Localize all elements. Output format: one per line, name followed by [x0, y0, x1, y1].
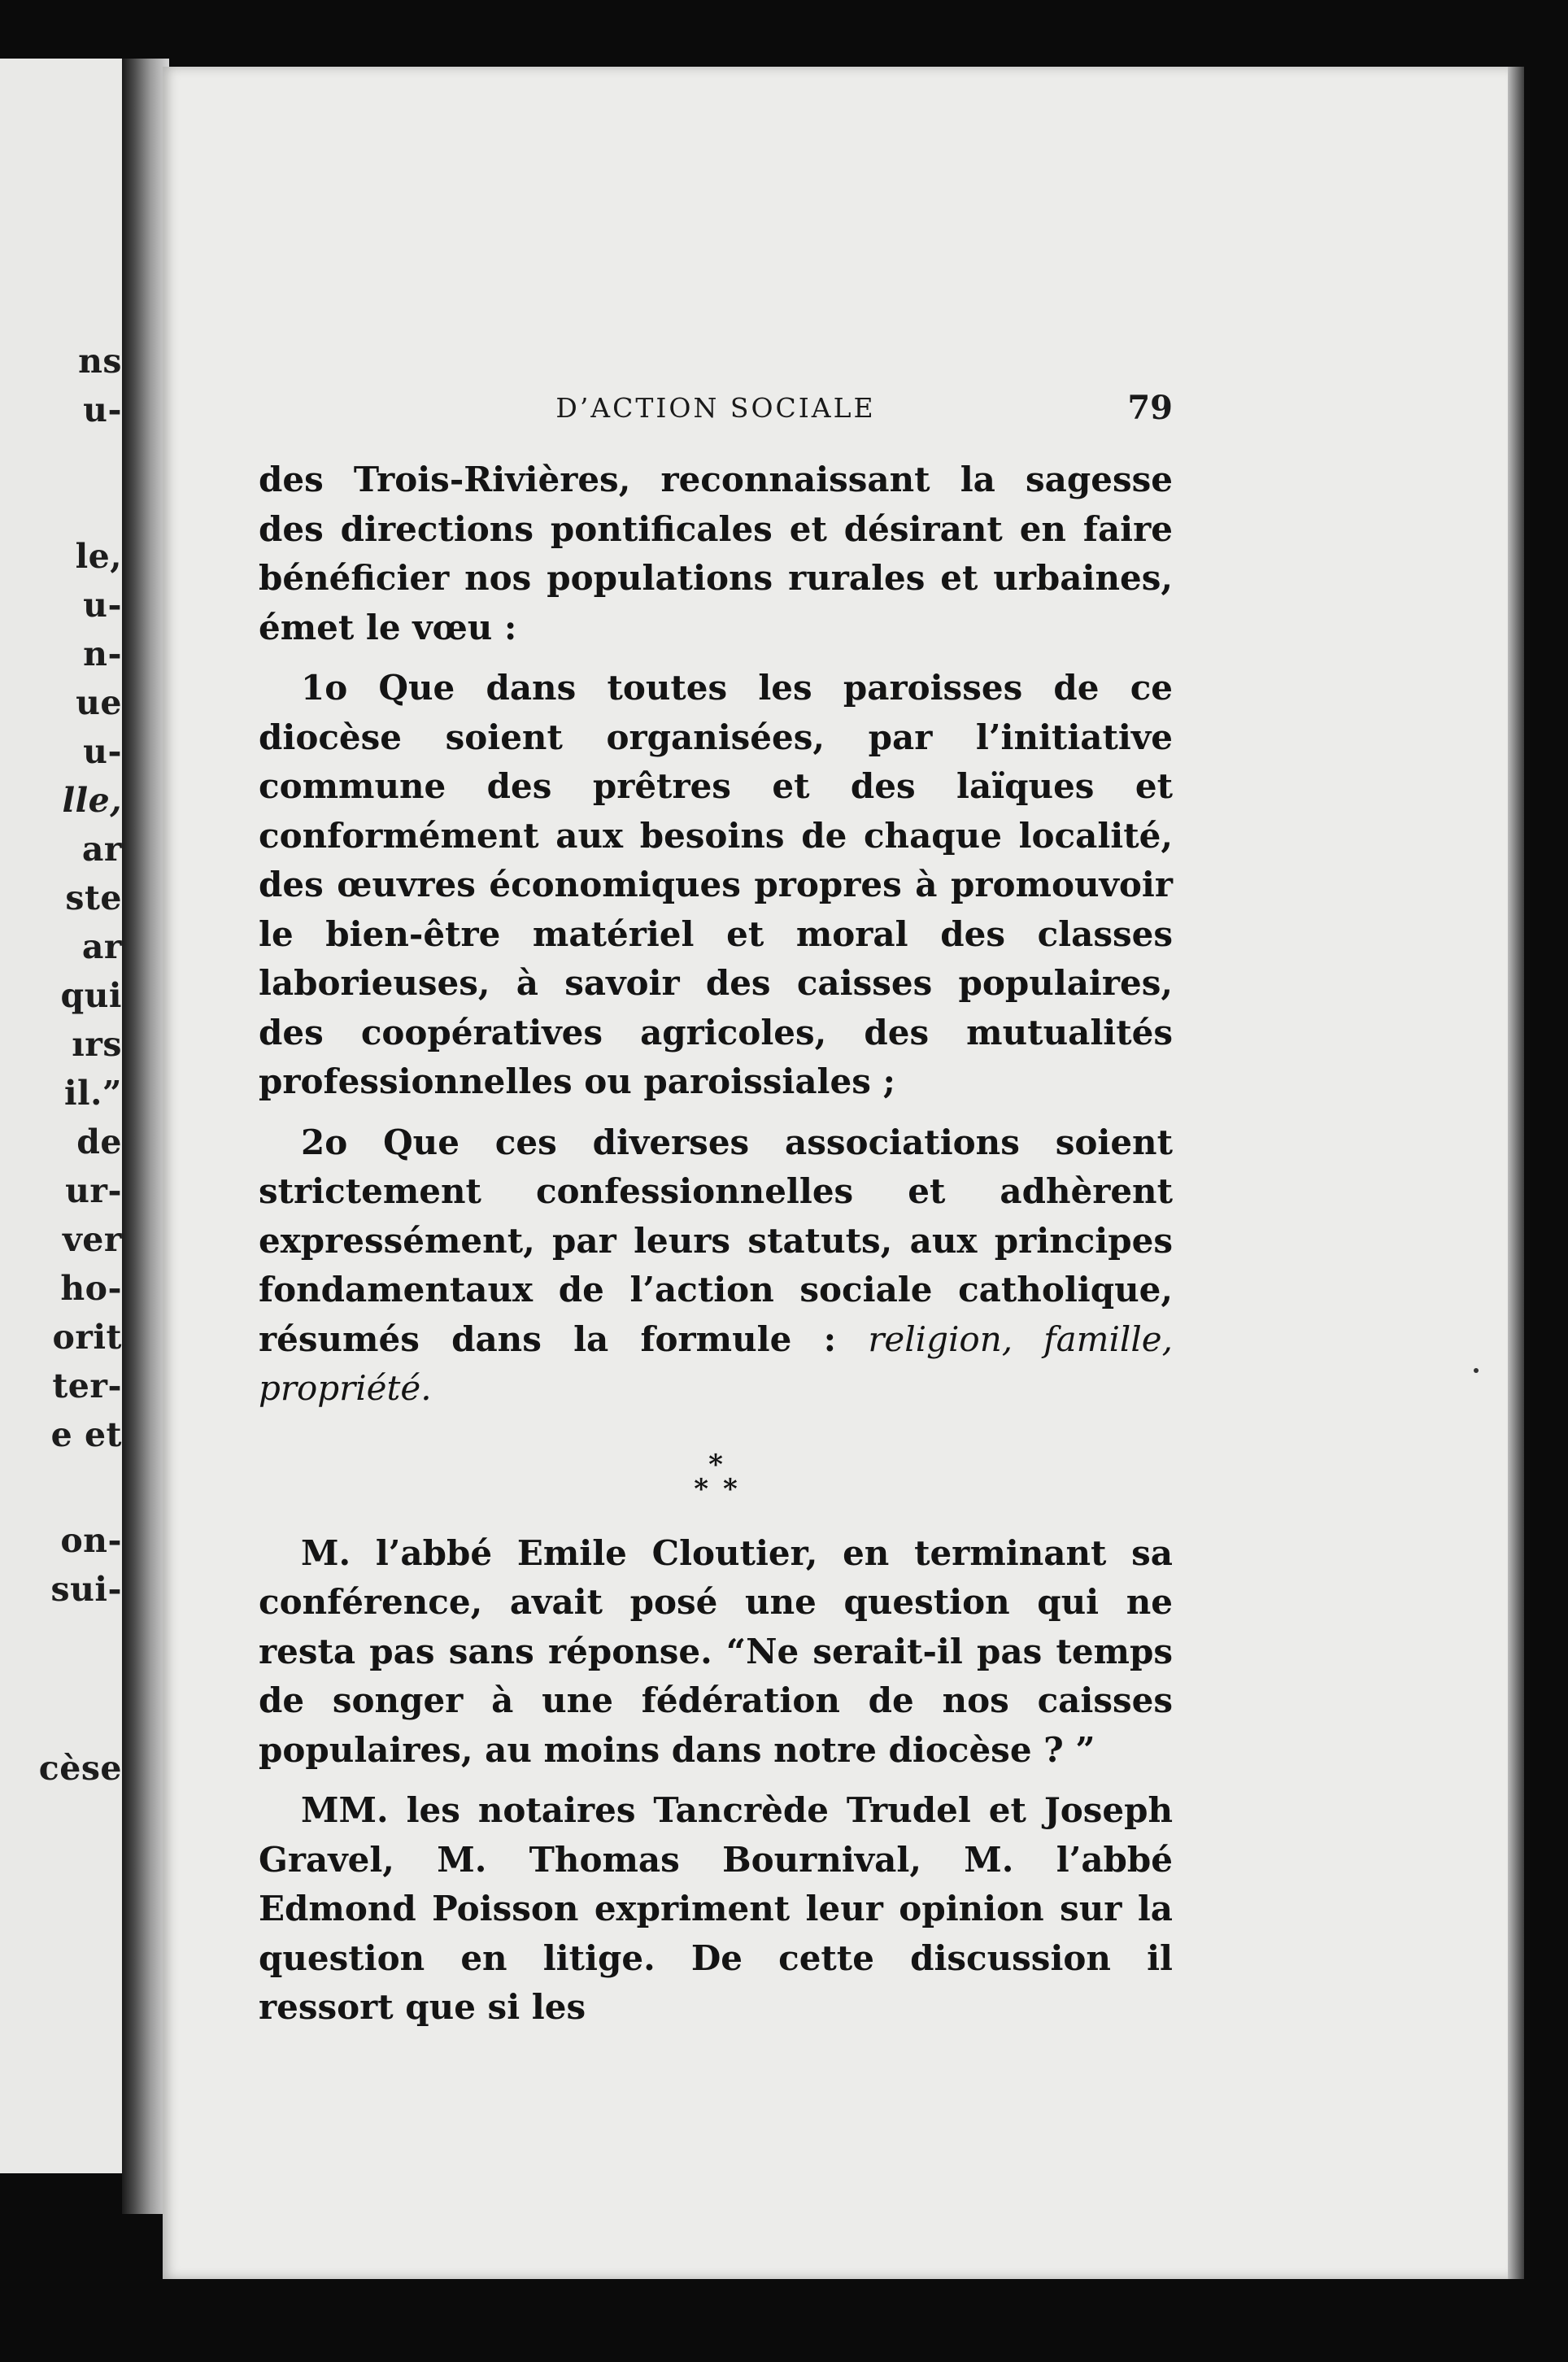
left-fragment-line: e et [50, 1415, 122, 1454]
left-fragment-line: le, [75, 537, 122, 576]
asterism-bottom: ** [694, 1472, 752, 1506]
left-page-fragment [0, 59, 122, 2173]
page-body [259, 455, 1173, 2044]
left-fragment-line: ar [81, 830, 122, 869]
asterism-top: * [708, 1448, 723, 1481]
left-fragment-line: lle, [62, 781, 122, 820]
paragraph-3 [259, 1118, 1173, 1414]
left-fragment-line: ur- [65, 1171, 122, 1210]
left-fragment-line: ar [81, 927, 122, 966]
scan-speck [1474, 1368, 1479, 1373]
left-fragment-line: sui- [50, 1570, 122, 1609]
paragraph-3-text: 2o Que ces diverses associations soient strictement confessionnelles et adhèrent expressément, par leurs statuts, aux principes fondamentaux de l’action sociale catholique, résumés dans la formule : [259, 1122, 1173, 1359]
left-fragment-line: u- [83, 732, 122, 771]
left-fragment-line: cèse [38, 1749, 122, 1788]
left-fragment-line: ns [78, 342, 122, 381]
left-fragment-line: on- [60, 1521, 122, 1560]
paragraph-3-italic-formula: religion, famille, propriété. [259, 1318, 1173, 1408]
left-fragment-line: ırs [72, 1025, 122, 1064]
page-edge [1508, 67, 1524, 2279]
left-fragment-line: il.” [63, 1074, 122, 1113]
left-fragment-line: n- [83, 634, 122, 673]
asterism [259, 1448, 1173, 1506]
paragraph-2: 1o Que dans toutes les paroisses de ce diocèse soient organisées, par l’initiative commune des prêtres et des laïques et conformément aux besoins de chaque localité, des œuvres économiques propres à promouvoir le bien-être matériel et moral des classes laborieuses, à savoir des caisses populaires, des coopératives agricoles, des mutualités professionnelles ou paroissiales ; [259, 668, 1173, 1101]
left-fragment-line: ver [62, 1220, 122, 1259]
page-number: 79 [1127, 389, 1173, 427]
running-head [259, 389, 1173, 429]
left-fragment-line: de [76, 1122, 122, 1161]
left-fragment-line: u- [83, 586, 122, 625]
left-page-text-fragments [0, 59, 122, 2173]
left-fragment-line: orit [52, 1318, 122, 1357]
left-fragment-line: ue [76, 683, 122, 722]
paragraph-5: MM. les notaires Tancrède Trudel et Joseph Gravel, M. Thomas Bournival, M. l’abbé Edmond Poisson expriment leur opinion sur la question en litige. De cette discussion il ressort que si les [259, 1790, 1173, 2027]
left-fragment-line: ste [65, 878, 122, 917]
running-head-title: D’ACTION SOCIALE [555, 392, 876, 424]
paragraph-1: des Trois-Rivières, reconnaissant la sagesse des directions pontificales et désirant en faire bénéficier nos populations rurales et urbaines, émet le vœu : [259, 460, 1173, 647]
left-fragment-line: ter- [52, 1366, 122, 1405]
left-fragment-line: ho- [60, 1269, 122, 1308]
left-fragment-line: u- [83, 390, 122, 429]
left-fragment-line: qui [60, 976, 122, 1015]
paragraph-4: M. l’abbé Emile Cloutier, en terminant sa conférence, avait posé une question qui ne resta pas sans réponse. “Ne serait-il pas temps de songer à une fédération de nos caisses populaires, au moins dans notre diocèse ? ” [259, 1532, 1173, 1770]
